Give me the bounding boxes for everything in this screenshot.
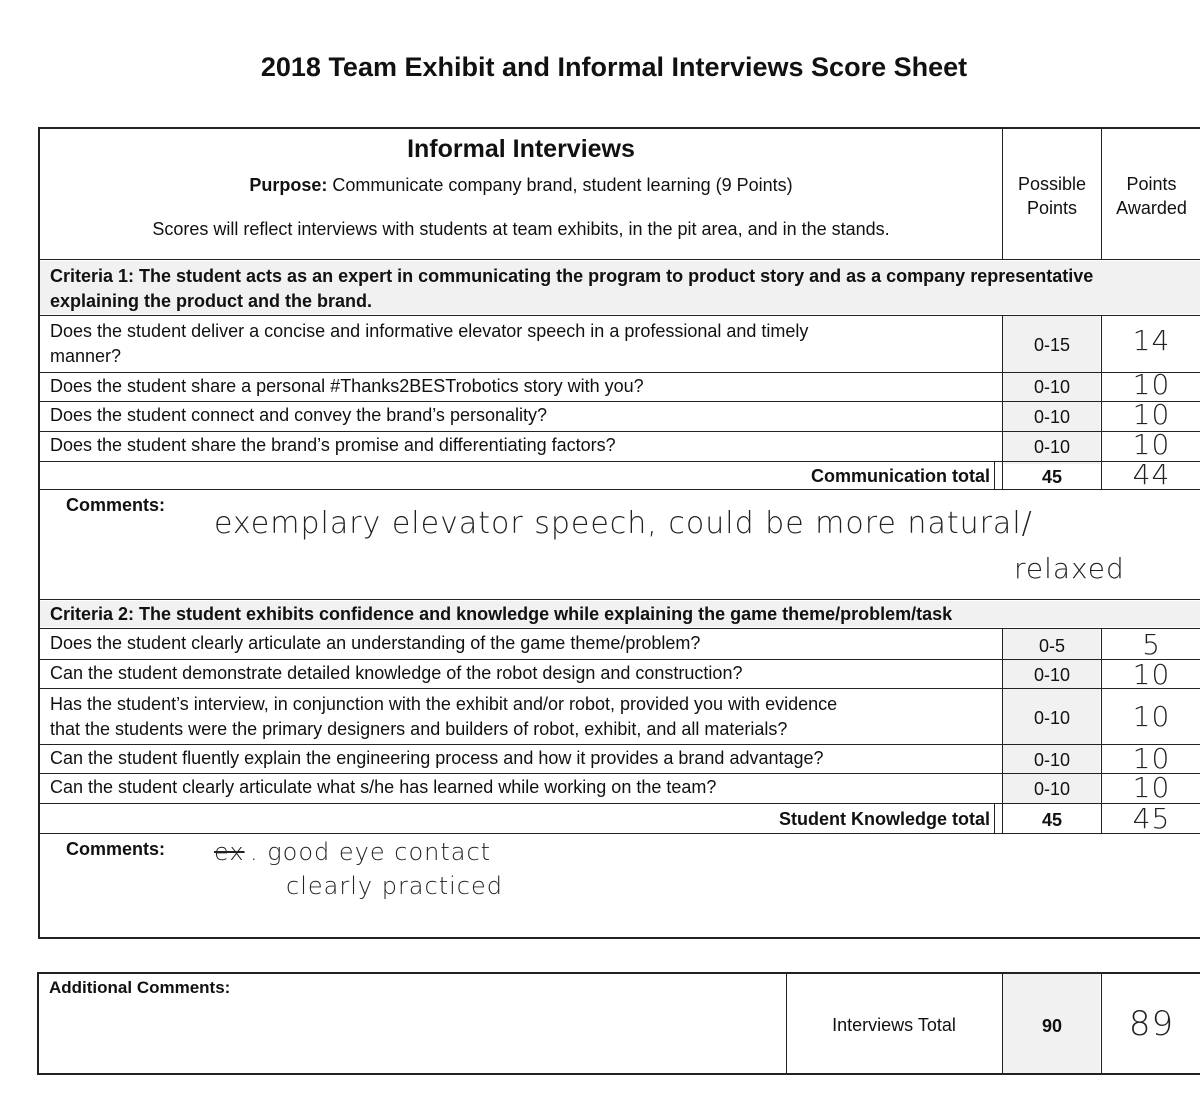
page-title: 2018 Team Exhibit and Informal Interviews Score Sheet (260, 52, 968, 82)
criteria2-q3-line1: Has the student’s interview, in conjunction with the exhibit and/or robot, provided you with evidence (50, 694, 838, 714)
communication-total-possible: 45 (1041, 467, 1063, 487)
criteria2-q4-possible: 0-10 (1033, 750, 1071, 770)
criteria2-q2: Can the student demonstrate detailed knowledge of the robot design and construction? (50, 663, 743, 683)
criteria2-heading: Criteria 2: The student exhibits confidence and knowledge while explaining the game theme/problem/task (50, 604, 953, 624)
section-title: Informal Interviews (407, 135, 635, 163)
criteria1-q3-possible: 0-10 (1033, 407, 1071, 427)
possible-points-header (1003, 172, 1101, 220)
divider (38, 259, 1200, 260)
criteria2-q3-awarded: 10 (1132, 700, 1171, 733)
divider (786, 972, 787, 1075)
criteria2-comment-line1: . good eye contact (250, 838, 492, 866)
interviews-total-possible: 90 (1041, 1016, 1063, 1036)
criteria1-q3: Does the student connect and convey the brand’s personality? (50, 405, 547, 425)
criteria1-q4-awarded: 10 (1132, 428, 1171, 461)
criteria2-comments-label: Comments: (66, 839, 166, 859)
criteria1-q2: Does the student share a personal #Thanks2BESTrobotics story with you? (50, 376, 644, 396)
divider (38, 803, 1200, 804)
criteria1-q4-possible: 0-10 (1033, 437, 1071, 457)
criteria2-q4-awarded: 10 (1132, 742, 1171, 775)
criteria1-heading-line2: explaining the product and the brand. (50, 291, 373, 311)
criteria2-q3-possible: 0-10 (1033, 708, 1071, 728)
criteria2-q1-awarded: 5 (1142, 628, 1161, 661)
divider (994, 461, 995, 489)
knowledge-total-awarded: 45 (1132, 802, 1171, 835)
possible-points-header-line2: Points (1026, 198, 1078, 218)
criteria1-q1-line2: manner? (50, 346, 122, 366)
divider (1101, 127, 1102, 260)
purpose-text: Communicate company brand, student learning (9 Points) (332, 175, 793, 195)
criteria1-comment-line1: exemplary elevator speech, could be more natural/ (214, 506, 1033, 541)
criteria1-q3-awarded: 10 (1132, 398, 1171, 431)
points-awarded-header-line1: Points (1126, 174, 1177, 194)
divider (1002, 127, 1003, 260)
criteria1-q4: Does the student share the brand’s promise and differentiating factors? (50, 435, 616, 455)
knowledge-total-label: Student Knowledge total (779, 809, 990, 829)
interviews-total-label: Interviews Total (832, 1015, 956, 1035)
purpose-line (40, 172, 1002, 198)
communication-total-label: Communication total (811, 466, 990, 486)
divider (38, 599, 1200, 600)
criteria2-q5: Can the student clearly articulate what s/he has learned while working on the team? (50, 777, 717, 797)
criteria1-q2-awarded: 10 (1132, 368, 1171, 401)
criteria2-q1: Does the student clearly articulate an understanding of the game theme/problem? (50, 633, 701, 653)
divider (38, 461, 1200, 462)
divider (1101, 315, 1102, 490)
criteria2-comment-line2: clearly practiced (286, 872, 503, 900)
criteria1-heading-line1: Criteria 1: The student acts as an expert in communicating the program to product story and as a company representative (50, 266, 1094, 286)
criteria2-q1-possible: 0-5 (1038, 636, 1065, 656)
scores-note: Scores will reflect interviews with students at team exhibits, in the pit area, and in the stands. (152, 219, 890, 239)
divider (38, 489, 1200, 490)
criteria2-q3-line2: that the students were the primary designers and builders of robot, exhibit, and all materials? (50, 719, 788, 739)
criteria1-q1-awarded: 14 (1132, 324, 1171, 357)
possible-points-header-line1: Possible (1017, 174, 1087, 194)
criteria1-comment-line2: relaxed (1014, 552, 1125, 585)
criteria1-q2-possible: 0-10 (1033, 377, 1071, 397)
knowledge-total-possible: 45 (1041, 810, 1063, 830)
criteria2-q2-possible: 0-10 (1033, 665, 1071, 685)
points-awarded-header-line2: Awarded (1116, 198, 1187, 218)
divider (38, 688, 1200, 689)
purpose-label: Purpose: (249, 175, 328, 195)
interviews-total-awarded: 89 (1128, 1004, 1175, 1044)
criteria2-comment-strike: ex (214, 838, 245, 866)
criteria2-q5-possible: 0-10 (1033, 779, 1071, 799)
points-awarded-header (1103, 172, 1200, 220)
criteria1-q1-line1: Does the student deliver a concise and informative elevator speech in a professional and timely (50, 321, 809, 341)
divider (38, 833, 1200, 834)
additional-comments-label: Additional Comments: (49, 978, 231, 997)
communication-total-awarded: 44 (1132, 458, 1171, 491)
divider (1101, 972, 1102, 1075)
criteria2-q5-awarded: 10 (1132, 771, 1171, 804)
criteria2-q4: Can the student fluently explain the engineering process and how it provides a brand advantage? (50, 748, 824, 768)
divider (994, 803, 995, 833)
criteria1-comments-label: Comments: (66, 495, 166, 515)
criteria2-q2-awarded: 10 (1132, 658, 1171, 691)
criteria1-q1-possible: 0-15 (1033, 335, 1071, 355)
